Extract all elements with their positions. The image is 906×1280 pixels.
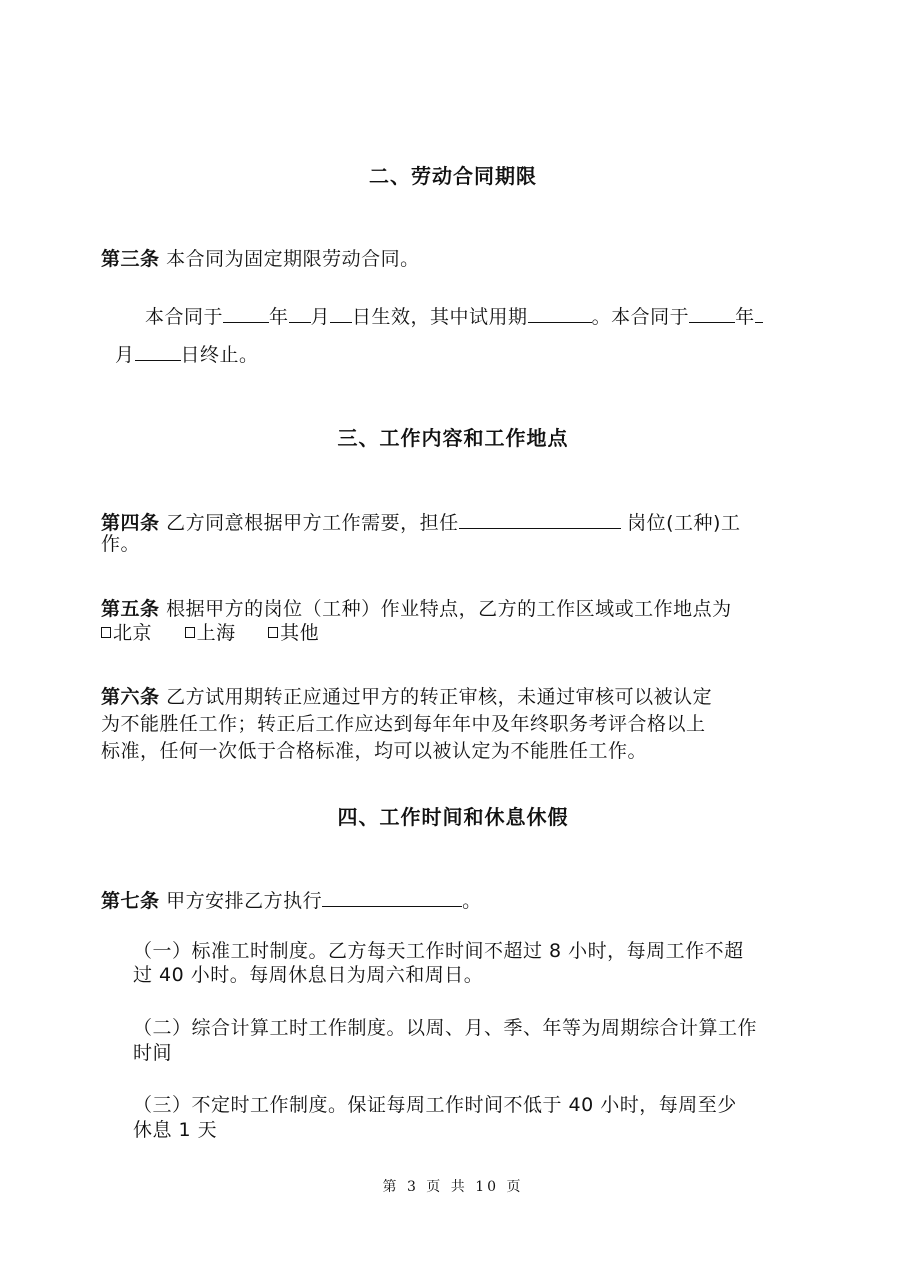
item-1-line2: 过 40 小时。每周休息日为周六和周日。 (133, 964, 484, 986)
checkbox-icon[interactable] (101, 627, 111, 638)
text-fragment: 。 (462, 890, 482, 912)
article-5-text: 根据甲方的岗位（工种）作业特点，乙方的工作区域或工作地点为 (166, 598, 732, 620)
blank-start-day[interactable] (330, 302, 352, 323)
blank-start-year[interactable] (223, 302, 269, 323)
text-fragment: 日生效，其中试用期 (352, 306, 528, 328)
checkbox-icon[interactable] (185, 627, 195, 638)
article-5-label: 第五条 (101, 598, 160, 620)
option-label: 其他 (280, 622, 320, 644)
option-beijing[interactable] (101, 622, 152, 644)
text-fragment: 年 (269, 306, 289, 328)
section-heading-4: 四、工作时间和休息休假 (337, 805, 569, 829)
blank-probation-period[interactable] (528, 302, 592, 323)
text-fragment: 月 (115, 344, 135, 366)
work-location-options (101, 620, 345, 647)
text-fragment: 日终止。 (180, 344, 259, 366)
option-label: 上海 (196, 622, 236, 644)
checkbox-icon[interactable] (268, 627, 278, 638)
item-3-line1: （三）不定时工作制度。保证每周工作时间不低于 40 小时，每周至少 (133, 1094, 737, 1116)
article-7-text: 甲方安排乙方执行 (166, 890, 323, 912)
article-4-label: 第四条 (101, 512, 160, 534)
blank-end-year-tail (755, 302, 763, 323)
article-6-line1 (101, 684, 712, 711)
article-5 (101, 596, 732, 623)
article-4-text: 乙方同意根据甲方工作需要，担任 (166, 512, 459, 534)
text-fragment: 月 (310, 306, 331, 328)
article-3-dates-line1 (145, 302, 763, 331)
article-6-line3: 标准，任何一次低于合格标准，均可以被认定为不能胜任工作。 (101, 740, 648, 762)
page-number: 第 3 页 共 10 页 (382, 1179, 524, 1195)
blank-start-month[interactable] (289, 302, 311, 323)
item-2-line1: （二）综合计算工时工作制度。以周、月、季、年等为周期综合计算工作 (133, 1017, 758, 1039)
article-7 (101, 886, 482, 915)
section-heading-2: 二、劳动合同期限 (369, 164, 537, 188)
article-3-label: 第三条 (101, 248, 160, 270)
article-6-text: 乙方试用期转正应通过甲方的转正审核，未通过审核可以被认定 (166, 686, 713, 708)
option-other[interactable] (268, 622, 319, 644)
article-3-dates-line2 (115, 340, 259, 369)
article-4-line2: 作。 (101, 533, 141, 555)
item-1-line1: （一）标准工时制度。乙方每天工作时间不超过 8 小时，每周工作不超 (133, 940, 744, 962)
blank-end-year[interactable] (689, 302, 735, 323)
item-3-line2: 休息 1 天 (133, 1119, 218, 1141)
article-6-label: 第六条 (101, 686, 160, 708)
blank-position[interactable] (459, 508, 621, 529)
blank-end-day[interactable] (135, 340, 181, 361)
text-fragment: 本合同于 (145, 306, 224, 328)
article-4-text-after: 岗位(工种)工 (627, 512, 741, 534)
section-heading-3: 三、工作内容和工作地点 (337, 426, 569, 450)
text-fragment: 年 (735, 306, 755, 328)
article-6-line2: 为不能胜任工作；转正后工作应达到每年年中及年终职务考评合格以上 (101, 713, 706, 735)
article-3 (101, 246, 420, 273)
item-2-line2: 时间 (133, 1042, 173, 1064)
article-4 (101, 508, 740, 537)
option-shanghai[interactable] (185, 622, 236, 644)
blank-work-hours-system[interactable] (322, 886, 462, 907)
article-7-label: 第七条 (101, 890, 160, 912)
article-3-text: 本合同为固定期限劳动合同。 (166, 248, 420, 270)
option-label: 北京 (113, 622, 153, 644)
text-fragment: 。本合同于 (591, 306, 690, 328)
